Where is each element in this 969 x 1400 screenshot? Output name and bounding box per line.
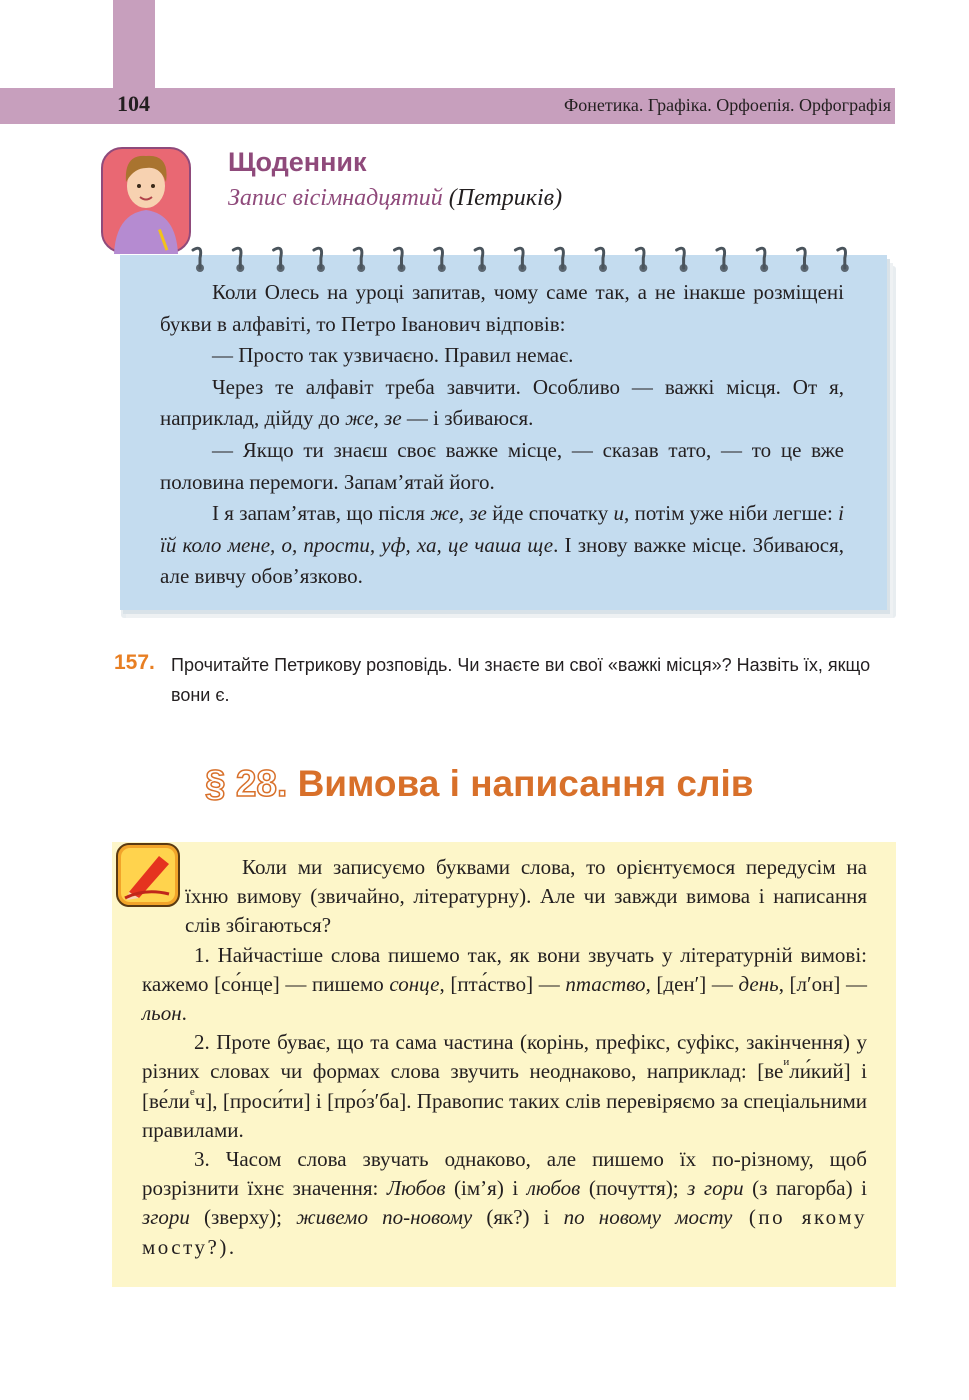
- diary-title: Щоденник: [228, 147, 367, 177]
- rule-paragraph: 1. Найчастіше слова пишемо так, як вони звучать у літературній вимові: кажемо [со́нце] — пишемо сонце, [пта́ство] — птаство, [ден′] — день, [л′он] — льон.: [142, 942, 867, 1026]
- notebook-ring-icon: [677, 248, 688, 272]
- notebook-ring-icon: [475, 248, 486, 272]
- page-number: 104: [117, 91, 150, 116]
- diary-subtitle-entry: Запис вісімнадцятий: [228, 185, 443, 211]
- section-title: Вимова і написання слів: [297, 763, 754, 804]
- section-heading: [205, 763, 754, 805]
- rule-intro: Коли ми записуємо буквами слова, то орієнтуємося передусім на їхню вимову (звичайно, літературну). Але чи завжди вимова і написання слів збігаються?: [185, 855, 867, 938]
- exercise-text: Прочитайте Петрикову розповідь. Чи знаєте ви свої «важкі місця»? Назвіть їх, якщо вони є.: [171, 655, 871, 705]
- notebook-ring-icon: [193, 248, 204, 272]
- section-symbol: § 28.: [205, 763, 288, 804]
- diary-paragraph: — Якщо ти знаєш своє важке місце, — сказав тато, — то це вже половина перемоги. Запам’ятай його.: [160, 437, 844, 494]
- notebook-ring-icon: [636, 248, 647, 272]
- exercise-number: 157.: [114, 651, 155, 674]
- rule-text: [142, 853, 867, 1262]
- notebook-ring-icon: [798, 248, 809, 272]
- notebook-ring-icon: [838, 248, 849, 272]
- notebook-ring-icon: [556, 248, 567, 272]
- diary-paragraph: — Просто так узвичаєно. Правил немає.: [212, 343, 574, 368]
- notebook-ring-icon: [435, 248, 446, 272]
- notebook-ring-icon: [354, 248, 365, 272]
- notebook-ring-icon: [515, 248, 526, 272]
- rule-paragraph: 3. Часом слова звучать однаково, але пишемо їх по-різному, щоб розрізнити їхнє значення: Любов (ім’я) і любов (почуття); з гори (з пагорба) і згори (зверху); живемо по-новому (як?) і по новому мосту (по якому мосту?).: [142, 1147, 867, 1259]
- notebook-ring-icon: [757, 248, 768, 272]
- diary-text: [160, 277, 844, 593]
- notebook-ring-icon: [0, 0, 895, 275]
- notebook-ring-icon: [233, 248, 244, 272]
- notebook-ring-icon: [274, 248, 285, 272]
- diary-paragraph: Коли Олесь на уроці запитав, чому саме так, а не інакше розміщені букви в алфавіті, то Петро Іванович відповів:: [160, 280, 844, 336]
- running-head: Фонетика. Графіка. Орфоепія. Орфографія: [564, 95, 891, 115]
- rule-paragraph: 2. Проте буває, що та сама частина (корінь, префікс, суфікс, закінчення) у різних словах чи формах слова звучить неоднаково, наприклад: $[ве^или́кий]$ і $[ве́ли^еч]$, [проси́ти] і [про́з′ба]. Правопис таких слів перевіряємо за спеціальними правилами.: [142, 1030, 867, 1142]
- notebook-ring-icon: [717, 248, 728, 272]
- diary-paragraph: І я запам’ятав, що після же, зе йде спочатку и, потім уже ніби легше: і їй коло мене, о, прости, уф, ха, це чаша ще. І знову важке місце. Збиваюся, але вивчу обов’язково.: [160, 501, 844, 589]
- notebook-ring-icon: [314, 248, 325, 272]
- notebook-ring-icon: [395, 248, 406, 272]
- diary-subtitle-author: (Петриків): [448, 185, 563, 211]
- diary-paragraph: Через те алфавіт треба завчити. Особливо — важкі місця. От я, наприклад, дійду до же, зе — і збиваюся.: [160, 374, 844, 431]
- notebook-ring-icon: [596, 248, 607, 272]
